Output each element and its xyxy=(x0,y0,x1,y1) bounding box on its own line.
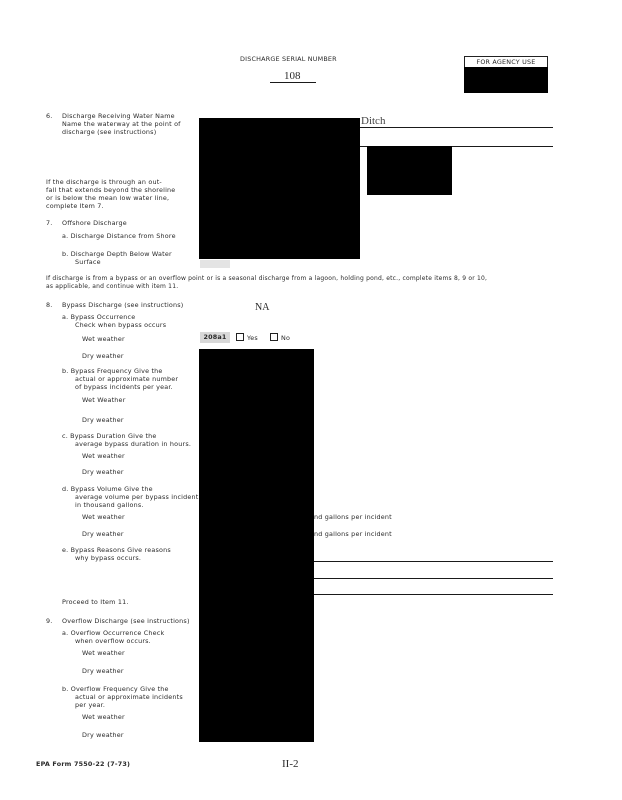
item6-title: Discharge Receiving Water Name xyxy=(62,112,175,120)
item8d-wet-unit: nd gallons per incident xyxy=(314,513,392,521)
item7-number: 7. xyxy=(46,219,53,227)
item8c-dry-label: Dry weather xyxy=(82,468,124,476)
item8b-dry-label: Dry weather xyxy=(82,416,124,424)
item8c-label-1: c. Bypass Duration Give the xyxy=(62,432,157,440)
item9b-label-3: per year. xyxy=(75,701,106,709)
item8a-code: 208a1 xyxy=(200,332,230,343)
item8a-label-1: a. Bypass Occurrence xyxy=(62,313,136,321)
bypass-note-2: as applicable, and continue with item 11. xyxy=(46,283,179,290)
item8d-label-3: in thousand gallons. xyxy=(75,501,144,509)
redaction-top xyxy=(199,118,360,259)
item9b-dry-label: Dry weather xyxy=(82,731,124,739)
item8b-label-1: b. Bypass Frequency Give the xyxy=(62,367,163,375)
item7a-label: a. Discharge Distance from Shore xyxy=(62,232,176,240)
item9a-dry-label: Dry weather xyxy=(82,667,124,675)
item9b-wet-label: Wet weather xyxy=(82,713,125,721)
item8b-label-3: of bypass incidents per year. xyxy=(75,383,173,391)
bypass-no-checkbox[interactable] xyxy=(270,333,290,342)
item8e-label-2: why bypass occurs. xyxy=(75,554,142,562)
yes-label: Yes xyxy=(247,334,258,342)
bypass-yes-checkbox[interactable] xyxy=(236,333,258,342)
item8d-label-2: average volume per bypass incident xyxy=(75,493,199,501)
item8a-dry-label: Dry weather xyxy=(82,352,124,360)
item8b-wet-label: Wet Weather xyxy=(82,396,126,404)
redaction-column xyxy=(199,349,314,742)
agency-use-label: FOR AGENCY USE xyxy=(476,58,536,66)
proceed-note: Proceed to Item 11. xyxy=(62,598,129,606)
item9-title: Overflow Discharge (see instructions) xyxy=(62,617,190,625)
item8e-label-1: e. Bypass Reasons Give reasons xyxy=(62,546,171,554)
item9b-label-1: b. Overflow Frequency Give the xyxy=(62,685,169,693)
receiving-water-value: Ditch xyxy=(361,115,386,127)
serial-number-label: DISCHARGE SERIAL NUMBER xyxy=(240,55,337,63)
item8-na: NA xyxy=(255,302,270,313)
item8a-wet-label: Wet weather xyxy=(82,335,125,343)
item8a-label-2: Check when bypass occurs xyxy=(75,321,167,329)
item9a-wet-label: Wet weather xyxy=(82,649,125,657)
item9a-label-1: a. Overflow Occurrence Check xyxy=(62,629,165,637)
item7-title: Offshore Discharge xyxy=(62,219,127,227)
page-number: II-2 xyxy=(282,758,299,770)
serial-number-underline xyxy=(270,82,316,83)
item9b-label-2: actual or approximate incidents xyxy=(75,693,183,701)
bypass-note-1: If discharge is from a bypass or an overflow point or is a seasonal discharge from a lagoon, holding pond, etc., complete items 8, 9 or 10, xyxy=(46,275,488,282)
redaction-right-box xyxy=(367,146,452,195)
outfall-note-4: complete Item 7. xyxy=(46,202,104,210)
item8d-dry-label: Dry weather xyxy=(82,530,124,538)
item8c-label-2: average bypass duration in hours. xyxy=(75,440,192,448)
outfall-note-3: or is below the mean low water line, xyxy=(46,194,170,202)
item6-subtitle-2: discharge (see instructions) xyxy=(62,128,157,136)
item6-number: 6. xyxy=(46,112,53,120)
item7b-label-1: b. Discharge Depth Below Water xyxy=(62,250,172,258)
item6-subtitle-1: Name the waterway at the point of xyxy=(62,120,181,128)
item9a-label-2: when overflow occurs. xyxy=(75,637,151,645)
checkbox-icon xyxy=(270,333,278,341)
serial-number-value: 108 xyxy=(284,70,301,82)
outfall-note-2: fall that extends beyond the shoreline xyxy=(46,186,176,194)
item9-number: 9. xyxy=(46,617,53,625)
checkbox-icon xyxy=(236,333,244,341)
item8-title: Bypass Discharge (see instructions) xyxy=(62,301,184,309)
item7b-label-2: Surface xyxy=(75,258,101,266)
outfall-note-1: If the discharge is through an out- xyxy=(46,178,162,186)
no-label: No xyxy=(281,334,291,342)
item8d-label-1: d. Bypass Volume Give the xyxy=(62,485,153,493)
item8d-wet-label: Wet weather xyxy=(82,513,125,521)
item8-number: 8. xyxy=(46,301,53,309)
agency-use-redaction xyxy=(464,67,548,93)
form-number: EPA Form 7550-22 (7-73) xyxy=(36,760,131,768)
item8c-wet-label: Wet weather xyxy=(82,452,125,460)
item8d-dry-unit: nd gallons per incident xyxy=(314,530,392,538)
item8b-label-2: actual or approximate number xyxy=(75,375,179,383)
item7b-code-box xyxy=(200,260,230,268)
